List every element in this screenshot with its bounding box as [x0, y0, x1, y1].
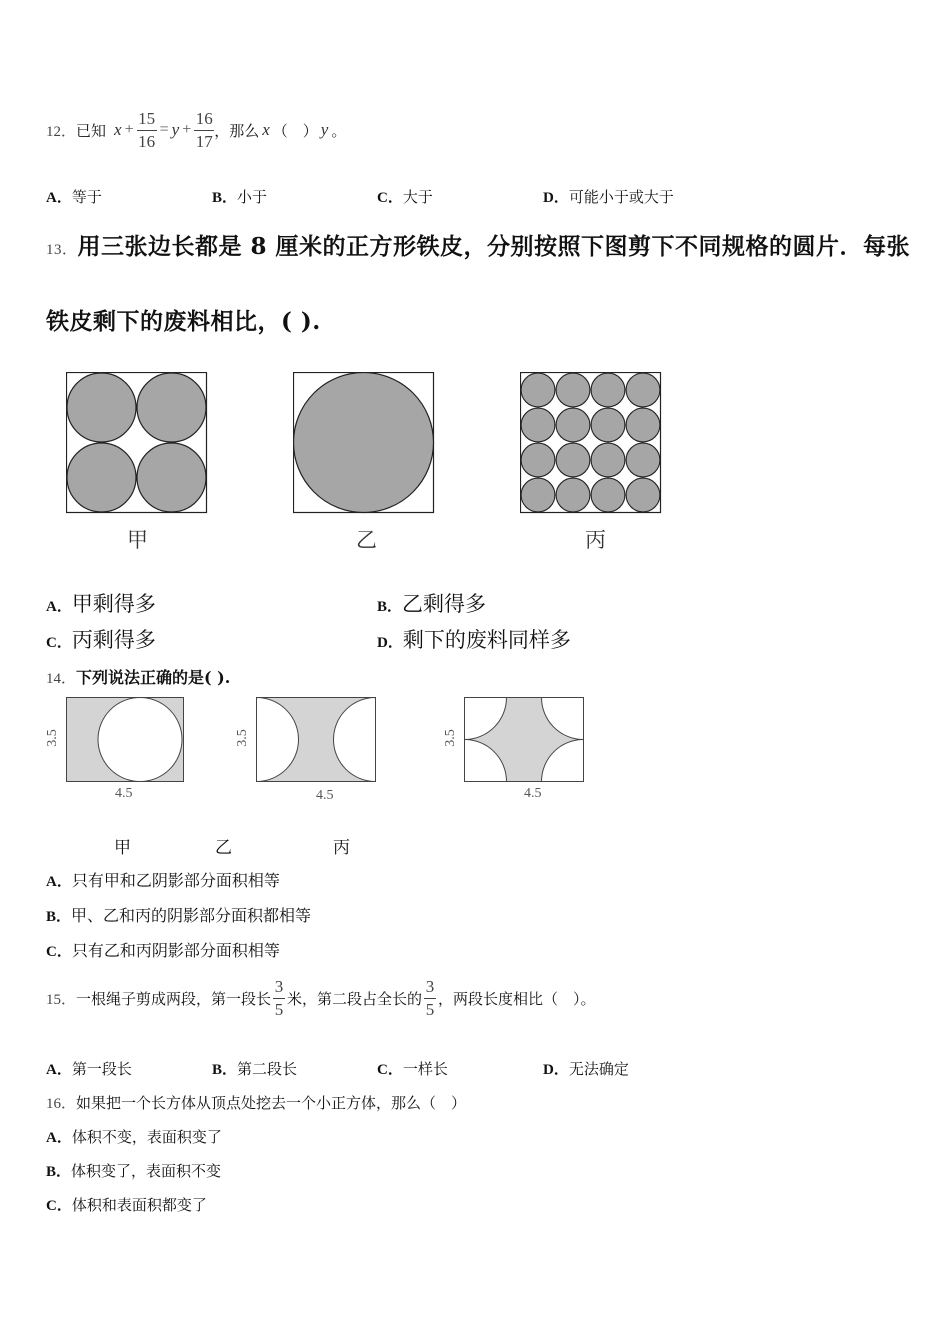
q12-fraction-2	[194, 108, 214, 153]
option-letter: B．	[212, 1062, 238, 1078]
q16-option-c[interactable]	[46, 1194, 207, 1215]
q12-mid: ，那么	[214, 121, 260, 140]
circle-disc	[626, 478, 660, 512]
q13-number: 13．	[46, 242, 78, 258]
circle-disc	[591, 443, 625, 477]
q12-blank: （ ）	[272, 121, 318, 140]
q13-option-a[interactable]	[46, 588, 156, 618]
q14-number: 14．	[46, 671, 77, 687]
q12-var-x: x	[114, 120, 122, 139]
option-letter: B．	[46, 1164, 72, 1180]
q14-option-c[interactable]	[46, 938, 280, 961]
q15-fraction-1	[273, 976, 285, 1021]
q13-figure-jia	[66, 372, 208, 514]
option-letter: C．	[46, 635, 72, 651]
q14-width-label-bing: 4.5	[524, 786, 542, 801]
q15-option-a[interactable]	[46, 1058, 132, 1079]
q12-plus: +	[124, 121, 134, 138]
q15-part3: ，两段长度相比（ ）。	[438, 989, 596, 1008]
option-letter: D．	[543, 1062, 569, 1078]
q14-text: 下列说法正确的是( ).	[76, 668, 231, 687]
q14-label-yi: 乙	[215, 838, 232, 858]
q14-height-label-yi: 3.5	[234, 729, 250, 747]
q12-option-d[interactable]	[543, 186, 674, 207]
option-text: 丙剩得多	[71, 628, 156, 652]
option-text: 等于	[71, 188, 102, 206]
q14-height-label-bing: 3.5	[442, 729, 458, 747]
option-letter: A．	[46, 1130, 72, 1146]
option-text: 乙剩得多	[402, 592, 487, 616]
circle-disc	[294, 373, 434, 513]
option-text: 小于	[237, 188, 268, 206]
circle-disc	[556, 373, 590, 407]
circle-disc	[137, 373, 206, 442]
q12-frac1-den: 16	[138, 131, 156, 151]
option-text: 体积变了，表面积不变	[71, 1162, 222, 1180]
option-letter: A．	[46, 190, 72, 206]
option-text: 甲、乙和丙的阴影部分面积都相等	[71, 906, 312, 925]
circle-disc	[67, 443, 136, 512]
q13-stem-line2	[46, 303, 321, 336]
q15-frac2-den: 5	[425, 999, 435, 1019]
circle-hole	[98, 698, 182, 782]
q13-option-b[interactable]	[377, 588, 486, 618]
q12-plus-2: +	[182, 121, 192, 138]
q16-stem	[46, 1092, 466, 1113]
circle-disc	[521, 373, 555, 407]
option-text: 剩下的废料同样多	[402, 628, 571, 652]
circle-disc	[67, 373, 136, 442]
q15-frac2-num: 3	[425, 976, 435, 996]
option-letter: C．	[46, 944, 72, 960]
circle-disc	[591, 408, 625, 442]
option-text: 只有甲和乙阴影部分面积相等	[71, 871, 280, 890]
q14-stem	[46, 665, 230, 688]
q14-width-label-jia: 4.5	[115, 786, 133, 801]
q14-figure-bing	[464, 697, 584, 783]
option-text: 第一段长	[71, 1060, 132, 1078]
q16-number: 16．	[46, 1096, 77, 1112]
q13-label-bing: 丙	[585, 528, 606, 552]
q14-option-b[interactable]	[46, 903, 311, 926]
q14-label-bing: 丙	[333, 838, 350, 858]
option-letter: C．	[377, 1062, 403, 1078]
circle-disc	[591, 478, 625, 512]
q15-number: 15．	[46, 991, 77, 1008]
circle-disc	[626, 443, 660, 477]
option-text: 第二段长	[237, 1060, 298, 1078]
q13-stem-line1	[46, 228, 910, 261]
q15-part2: 米，第二段占全长的	[287, 989, 423, 1008]
q12-option-c[interactable]	[377, 186, 433, 207]
q15-option-c[interactable]	[377, 1058, 448, 1079]
q12-end: 。	[331, 121, 347, 140]
q15-frac1-den: 5	[274, 999, 284, 1019]
q12-var-y-2: y	[320, 120, 329, 139]
q12-fraction-1	[137, 108, 157, 153]
option-letter: D．	[377, 635, 403, 651]
option-letter: B．	[46, 909, 72, 925]
q14-figure-yi	[256, 697, 376, 783]
option-letter: B．	[377, 599, 403, 615]
option-text: 可能小于或大于	[568, 188, 674, 206]
option-text: 无法确定	[568, 1060, 629, 1078]
option-letter: C．	[377, 190, 403, 206]
q12-option-a[interactable]	[46, 186, 102, 207]
option-letter: A．	[46, 874, 72, 890]
circle-disc	[521, 408, 555, 442]
q12-equals: =	[159, 121, 169, 138]
q15-part1: 一根绳子剪成两段，第一段长	[76, 989, 272, 1008]
circle-disc	[626, 373, 660, 407]
option-letter: A．	[46, 1062, 72, 1078]
circle-disc	[137, 443, 206, 512]
q12-option-b[interactable]	[212, 186, 267, 207]
q14-option-a[interactable]	[46, 868, 280, 891]
option-letter: D．	[543, 190, 569, 206]
q15-option-b[interactable]	[212, 1058, 297, 1079]
option-text: 大于	[402, 188, 433, 206]
circle-disc	[556, 478, 590, 512]
q13-figure-bing	[520, 372, 662, 514]
q13-text-2: 铁皮剩下的废料相比，( ).	[46, 308, 321, 335]
q13-text-1: 用三张边长都是 8 厘米的正方形铁皮，分别按照下图剪下不同规格的圆片．每张	[77, 233, 911, 260]
option-text: 体积不变，表面积变了	[71, 1128, 222, 1146]
q12-number: 12．	[46, 123, 77, 140]
q12-var-x-2: x	[262, 120, 270, 139]
q16-option-a[interactable]	[46, 1126, 222, 1147]
q14-height-label-jia: 3.5	[44, 729, 60, 747]
q13-option-c[interactable]	[46, 624, 156, 654]
q12-prefix: 已知	[76, 121, 107, 140]
q14-width-label-yi: 4.5	[316, 788, 334, 803]
q12-var-y: y	[171, 120, 180, 139]
option-letter: A．	[46, 599, 72, 615]
q13-option-d[interactable]	[377, 624, 571, 654]
q16-text: 如果把一个长方体从顶点处挖去一个小正方体，那么（ ）	[76, 1094, 467, 1112]
option-text: 体积和表面积都变了	[71, 1196, 207, 1214]
option-letter: B．	[212, 190, 238, 206]
q12-frac1-num: 15	[138, 108, 156, 128]
q15-frac1-num: 3	[274, 976, 284, 996]
circle-disc	[556, 408, 590, 442]
q14-label-jia: 甲	[114, 838, 131, 858]
circle-disc	[591, 373, 625, 407]
q13-label-jia: 甲	[127, 528, 148, 552]
option-text: 只有乙和丙阴影部分面积相等	[71, 941, 280, 960]
q12-stem	[46, 104, 346, 156]
q12-frac2-den: 17	[195, 131, 213, 151]
q13-label-yi: 乙	[356, 528, 377, 552]
circle-disc	[521, 478, 555, 512]
circle-disc	[556, 443, 590, 477]
option-letter: C．	[46, 1198, 72, 1214]
option-text: 甲剩得多	[71, 592, 156, 616]
q15-stem	[46, 972, 596, 1024]
q14-figure-jia	[66, 697, 184, 783]
q15-fraction-2	[424, 976, 436, 1021]
q12-frac2-num: 16	[195, 108, 213, 128]
q15-option-d[interactable]	[543, 1058, 629, 1079]
q16-option-b[interactable]	[46, 1160, 221, 1181]
circle-disc	[521, 443, 555, 477]
circle-disc	[626, 408, 660, 442]
q13-figure-yi	[293, 372, 435, 514]
option-text: 一样长	[402, 1060, 448, 1078]
